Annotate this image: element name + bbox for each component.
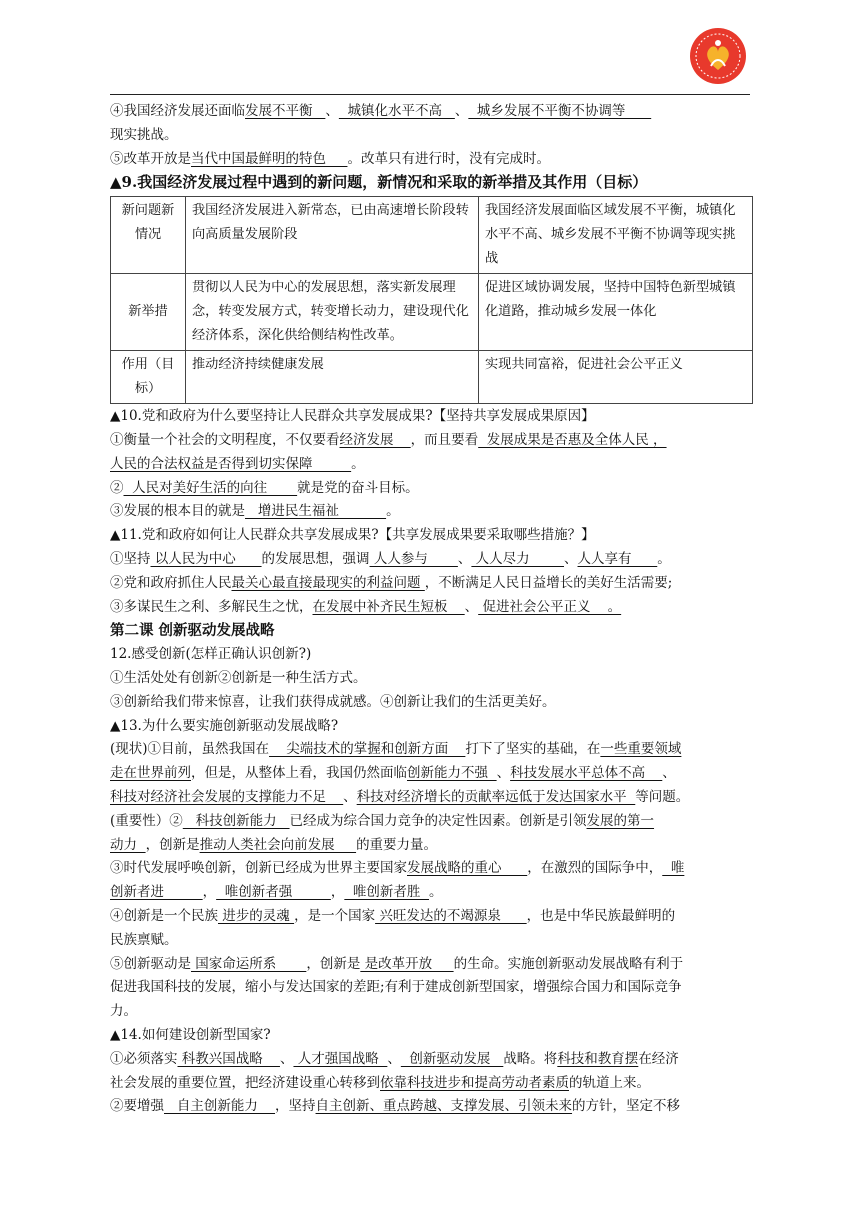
question-13-title: ▲13.为什么要实施创新驱动发展战略? xyxy=(110,717,339,734)
text: ， xyxy=(330,884,345,901)
q13-line-10 xyxy=(110,953,754,977)
school-logo-icon xyxy=(688,26,748,86)
table-cell: 我国经济发展面临区域发展不平衡，城镇化水平不高、城乡发展不平衡不协调等现实挑战 xyxy=(479,197,753,274)
answer-blank: 唯创新者强 xyxy=(216,884,331,901)
q11-line-2 xyxy=(110,572,754,596)
text: ，是一个国家 xyxy=(294,907,376,924)
q10-line-2 xyxy=(110,453,754,477)
text: ，在激烈的国际争中， xyxy=(527,860,663,877)
answer-blank: 发展战略的重心 xyxy=(407,860,528,877)
answer-blank: 以人民为中心 xyxy=(150,550,262,567)
answer-blank: 推动人类社会向前发展 xyxy=(199,836,357,853)
text: 的重要力量。 xyxy=(356,836,438,853)
text: ② xyxy=(110,479,124,496)
answer-blank: 经济发展 xyxy=(339,431,411,448)
text: ①衡量一个社会的文明程度，不仅要看 xyxy=(110,431,340,448)
row-header: 作用（目标） xyxy=(111,351,186,404)
text: ，不断满足人民日益增长的美好生活需要; xyxy=(424,574,673,591)
text: ，创新是 xyxy=(306,955,361,972)
answer-blank: 尖端技术的掌握和创新方面 xyxy=(269,741,466,758)
text: ， xyxy=(202,884,217,901)
answer-blank: 是改革开放 xyxy=(360,955,454,972)
answer-blank: 发展成果是否惠及全体人民 ， xyxy=(478,431,667,448)
q11-line-3 xyxy=(110,596,754,620)
text: ③时代发展呼唤创新，创新已经成为世界主要国家 xyxy=(110,860,407,877)
text: 的生命。实施创新驱动发展战略有利于 xyxy=(453,955,684,972)
text: 、 xyxy=(496,765,511,782)
text: 已经成为综合国力竞争的决定性因素。创新是引领 xyxy=(289,812,587,829)
answer-blank: 科教兴国战略 xyxy=(177,1050,280,1067)
answer-blank: 人人尽力 xyxy=(471,550,565,567)
text: 的方针，坚定不移 xyxy=(572,1098,681,1115)
answer-blank: 当代中国最鲜明的特色 xyxy=(191,150,348,167)
table-cell: 实现共同富裕，促进社会公平正义 xyxy=(479,351,753,404)
question-14-title: ▲14.如何建设创新型国家? xyxy=(110,1026,271,1043)
q12-line-1: ①生活处处有创新②创新是一种生活方式。 xyxy=(110,669,367,686)
text: 、 xyxy=(564,550,578,567)
text: (现状)①目前，虽然我国在 xyxy=(110,741,270,758)
q13-line-3 xyxy=(110,786,754,810)
question-9-title: ▲9.我国经济发展过程中遇到的新问题，新情况和采取的新举措及其作用（目标） xyxy=(110,173,648,192)
q13-line-1 xyxy=(110,738,754,762)
text: ，也是中华民族最鲜明的 xyxy=(526,907,676,924)
table-cell: 贯彻以人民为中心的发展思想，落实新发展理念，转变发展方式，转变增长动力，建设现代化经济体系，深化供给侧结构性改革。 xyxy=(186,274,479,351)
text: ⑤创新驱动是 xyxy=(110,955,191,972)
header-rule xyxy=(110,94,750,95)
answer-blank: 一些重要领域 xyxy=(600,741,682,758)
document-body xyxy=(110,100,754,1119)
answer-blank: 走在世界前列 xyxy=(110,765,191,782)
row-header: 新举措 xyxy=(111,274,186,351)
q14-line-3 xyxy=(110,1095,754,1119)
answer-blank: 创新能力不强 xyxy=(407,765,497,782)
answer-blank: 创新驱动发展 xyxy=(400,1050,504,1067)
q12-line-2: ③创新给我们带来惊喜，让我们获得成就感。④创新让我们的生活更美好。 xyxy=(110,693,556,710)
answer-blank: 自主创新、重点跨越、支撑发展、引领未来 xyxy=(315,1098,573,1115)
question-12-title: 12.感受创新(怎样正确认识创新?) xyxy=(110,646,312,663)
answer-blank: 科技和教育摆 xyxy=(557,1050,639,1067)
q13-line-2 xyxy=(110,762,754,786)
q14-line-1 xyxy=(110,1048,754,1072)
text: ③多谋民生之利、多解民生之忧， xyxy=(110,598,313,615)
answer-blank: 国家命运所系 xyxy=(191,955,307,972)
text: 。 xyxy=(429,884,443,901)
question-10-title: ▲10.党和政府为什么要坚持让人民群众共享发展成果?【坚持共享发展成果原因】 xyxy=(110,408,595,425)
text: 、 xyxy=(457,550,472,567)
table-cell: 推动经济持续健康发展 xyxy=(186,351,479,404)
text: 战略。将 xyxy=(503,1050,558,1067)
text: 。 xyxy=(351,455,365,472)
table-cell: 促进区域协调发展，坚持中国特色新型城镇化道路，推动城乡发展一体化 xyxy=(479,274,753,351)
text: 、 xyxy=(387,1050,401,1067)
point-4-line-2: 现实挑战。 xyxy=(110,126,178,143)
text: ②要增强 xyxy=(110,1098,164,1115)
q13-line-7 xyxy=(110,881,754,905)
text: ①必须落实 xyxy=(110,1050,178,1067)
text: ③发展的根本目的就是 xyxy=(110,503,245,520)
q13-line-12: 力。 xyxy=(110,1003,137,1020)
text: 、 xyxy=(662,765,676,782)
answer-blank: 依靠科技进步和提高劳动者素质 xyxy=(380,1074,569,1091)
answer-blank: 唯 xyxy=(662,860,685,877)
answer-blank: 科技对经济社会发展的支撑能力不足 xyxy=(110,788,344,805)
q13-line-8 xyxy=(110,905,754,929)
text: 社会发展的重要位置，把经济建设重心转移到 xyxy=(110,1074,380,1091)
table-cell: 我国经济发展进入新常态，已由高速增长阶段转向高质量发展阶段 xyxy=(186,197,479,274)
text: 等问题。 xyxy=(635,788,690,805)
text: (重要性）② xyxy=(110,812,183,829)
q10-line-4 xyxy=(110,500,754,524)
answer-blank: 最关心最直接最现实的利益问题 xyxy=(231,574,425,591)
text: ，坚持 xyxy=(275,1098,316,1115)
text: 、 xyxy=(454,103,469,119)
answer-blank: 在发展中补齐民生短板 xyxy=(312,598,465,615)
text: ⑤改革开放是 xyxy=(110,150,191,167)
q11-line-1 xyxy=(110,548,754,572)
q10-line-3 xyxy=(110,477,754,501)
q13-line-11: 促进我国科技的发展，缩小与发达国家的差距;有利于建成创新型国家，增强综合国力和国际竞争 xyxy=(110,979,682,996)
answer-blank: 人才强国战略 xyxy=(293,1050,388,1067)
text: 。改革只有进行时，没有完成时。 xyxy=(347,150,550,167)
q14-line-2 xyxy=(110,1072,754,1096)
answer-blank: 人人参与 xyxy=(369,550,458,567)
q13-line-4 xyxy=(110,810,754,834)
point-5-line xyxy=(110,148,754,172)
table-row xyxy=(111,274,753,351)
answer-blank: 兴旺发达的不竭源泉 xyxy=(375,907,527,924)
answer-blank: 创新者进 xyxy=(110,884,203,901)
question-9-table xyxy=(110,196,753,404)
answer-blank: 人民对美好生活的向往 xyxy=(123,479,298,496)
answer-blank: 科技对经济增长的贡献率远低于发达国家水平 xyxy=(356,788,636,805)
answer-blank: 增进民生福祉 xyxy=(245,503,387,520)
row-header: 新问题新情况 xyxy=(111,197,186,274)
table-row xyxy=(111,351,753,404)
answer-blank: 城乡发展不平衡不协调等 xyxy=(468,103,652,119)
answer-blank: 科技创新能力 xyxy=(182,812,290,829)
text: 、 xyxy=(279,1050,294,1067)
text: 。 xyxy=(386,503,400,520)
text: 打下了坚实的基础，在 xyxy=(465,741,601,758)
answer-blank: 进步的灵魂 xyxy=(218,907,295,924)
text: ①坚持 xyxy=(110,550,151,567)
text: 、 xyxy=(325,103,339,119)
lesson-2-title: 第二课 创新驱动发展战略 xyxy=(110,622,275,640)
table-row xyxy=(111,197,753,274)
answer-blank: 人民的合法权益是否得到切实保障 xyxy=(110,455,352,472)
answer-blank: 自主创新能力 xyxy=(164,1098,276,1115)
text: ②党和政府抓住人民 xyxy=(110,574,232,591)
answer-blank: 动力 xyxy=(110,836,146,853)
point-4-line-1 xyxy=(110,100,754,124)
text: 就是党的奋斗目标。 xyxy=(297,479,419,496)
question-11-title: ▲11.党和政府如何让人民群众共享发展成果?【共享发展成果要采取哪些措施？】 xyxy=(110,527,595,544)
answer-blank: 唯创新者胜 xyxy=(344,884,430,901)
text: ，而且要看 xyxy=(410,431,479,448)
q13-line-6 xyxy=(110,857,754,881)
text: 的发展思想，强调 xyxy=(261,550,370,567)
text: 。 xyxy=(657,550,671,567)
text: 、 xyxy=(343,788,357,805)
answer-blank: 科技发展水平总体不高 xyxy=(510,765,663,782)
text: 的轨道上来。 xyxy=(569,1074,650,1091)
q13-line-5 xyxy=(110,834,754,858)
text: 、 xyxy=(464,598,479,615)
answer-blank: 促进社会公平正义 。 xyxy=(478,598,622,615)
q10-line-1 xyxy=(110,429,754,453)
text: ，但是，从整体上看，我国仍然面临 xyxy=(191,765,407,782)
answer-blank: 发展不平衡 xyxy=(245,103,326,119)
answer-blank: 城镇化水平不高 xyxy=(338,103,455,119)
text: ④我国经济发展还面临 xyxy=(110,103,245,119)
answer-blank: 发展的第一 xyxy=(586,812,655,829)
text: ，创新是 xyxy=(145,836,200,853)
text: 在经济 xyxy=(638,1050,679,1067)
text: ④创新是一个民族 xyxy=(110,907,218,924)
q13-line-9: 民族禀赋。 xyxy=(110,931,178,948)
answer-blank: 人人享有 xyxy=(577,550,658,567)
